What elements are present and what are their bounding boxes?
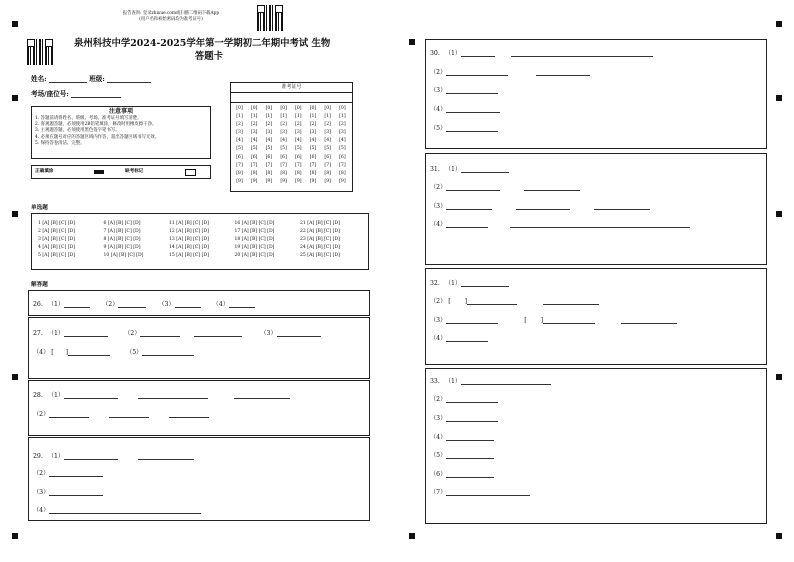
question-number: 26. [33, 301, 43, 308]
part-label: （2） [33, 411, 50, 418]
notice-title: 注意事项 [108, 108, 133, 115]
page-title [74, 38, 384, 63]
choice-item[interactable]: 16 [A] [B] [C] [D] [234, 221, 275, 226]
exam-id-digit-bubble[interactable]: [1] [280, 114, 287, 120]
exam-id-column [309, 105, 318, 186]
question-28-box [28, 380, 370, 436]
question-31-row-4 [430, 219, 714, 228]
exam-id-digit-bubble[interactable]: [9] [324, 178, 331, 184]
missing-exam-label: 缺考标记 [125, 169, 144, 174]
exam-id-digit-bubble[interactable]: [4] [309, 138, 317, 144]
exam-id-column [294, 105, 303, 186]
part-label: （3） [430, 203, 447, 210]
question-29-row-3 [33, 487, 127, 496]
bracket-close: ] [65, 349, 69, 356]
exam-id-digit-bubble[interactable]: [2] [265, 122, 273, 128]
question-30-row-4 [430, 104, 524, 113]
part-label: （3） [33, 489, 50, 496]
choice-item[interactable]: 23 [A] [B] [C] [D] [300, 237, 340, 243]
question-number: 30. [430, 50, 440, 57]
question-number: 27. [33, 330, 43, 337]
answer-field[interactable] [446, 201, 492, 210]
exam-id-digit-bubble[interactable]: [4] [324, 138, 331, 144]
exam-id-digit-bubble[interactable]: [2] [250, 122, 258, 128]
question-31-row-3 [430, 201, 674, 210]
exam-id-digit-bubble[interactable]: [5] [295, 146, 302, 152]
choice-item[interactable]: 12 [A] [B] [C] [D] [169, 229, 209, 235]
exam-id-digit-bubble[interactable]: [4] [236, 138, 243, 144]
part-label: （4） [33, 507, 50, 514]
part-label: （1） [444, 280, 462, 287]
question-number: 31. [430, 166, 440, 173]
correct-fill-sample [94, 170, 104, 174]
exam-id-digit-bubble[interactable]: [6] [236, 154, 243, 160]
question-32-row-1 [430, 278, 533, 287]
room-seat-field[interactable] [71, 88, 121, 98]
part-label: （4） [212, 301, 229, 308]
exam-id-digit-bubble[interactable]: [8] [324, 170, 331, 176]
choice-column [169, 220, 209, 260]
exam-id-digit-bubble[interactable]: [5] [280, 146, 287, 152]
exam-id-digit-bubble[interactable]: [3] [309, 130, 317, 136]
answer-field[interactable] [49, 487, 103, 496]
choice-item[interactable]: 8 [A] [B] [C] [D] [103, 237, 141, 243]
report-info [96, 11, 246, 23]
exam-id-digit-bubble[interactable]: [0] [265, 106, 273, 111]
question-32-row-4 [430, 333, 512, 342]
exam-id-digit-bubble[interactable]: [8] [265, 170, 273, 176]
timing-mark [12, 211, 18, 217]
part-label: （4） [430, 106, 447, 113]
answer-section-title: 解答题 [31, 282, 48, 288]
exam-id-digit-bubble[interactable]: [8] [250, 170, 258, 176]
choice-item[interactable]: 21 [A] [B] [C] [D] [300, 221, 340, 226]
exam-id-digit-bubble[interactable]: [4] [250, 138, 258, 144]
exam-id-digit-bubble[interactable]: [9] [250, 178, 258, 184]
exam-id-digit-bubble[interactable]: [0] [309, 106, 317, 111]
page-title-line1: 泉州科技中学2024-2025学年第一学期初二年期中考试 生物 [74, 38, 331, 49]
answer-field[interactable] [446, 104, 500, 113]
exam-id-digit-bubble[interactable]: [8] [309, 170, 317, 176]
choice-item[interactable]: 25 [A] [B] [C] [D] [300, 253, 340, 259]
choice-item[interactable]: 20 [A] [B] [C] [D] [234, 253, 275, 259]
part-label: （3） [430, 415, 447, 422]
exam-id-title: 准考证号 [231, 83, 352, 93]
answer-field[interactable] [446, 315, 498, 324]
choice-item[interactable]: 13 [A] [B] [C] [D] [169, 237, 209, 243]
choice-item[interactable]: 4 [A] [B] [C] [D] [38, 245, 75, 251]
name-label: 姓名: [31, 75, 47, 83]
question-33-row-2 [430, 394, 522, 403]
notice-item: 3. 主观题答题，必须使用黑色签字笔书写。 [35, 128, 120, 134]
question-28-row-1 [33, 390, 314, 399]
exam-id-digit-bubble[interactable]: [4] [295, 138, 302, 144]
exam-id-digit-bubble[interactable]: [9] [280, 178, 287, 184]
part-label: （1） [47, 301, 65, 308]
timing-mark [12, 374, 18, 380]
exam-id-digit-bubble[interactable]: [6] [250, 154, 258, 160]
question-30-row-3 [430, 85, 522, 94]
question-33-row-6 [430, 469, 518, 478]
choice-item[interactable]: 6 [A] [B] [C] [D] [103, 221, 141, 226]
answer-field[interactable] [64, 390, 118, 399]
exam-id-digit-bubble[interactable]: [3] [265, 130, 273, 136]
question-number: 29. [33, 453, 43, 460]
exam-id-digit-bubble[interactable]: [6] [295, 154, 302, 160]
exam-id-digit-bubble[interactable]: [9] [339, 178, 346, 184]
exam-id-digit-bubble[interactable]: [0] [236, 106, 243, 111]
choice-item[interactable]: 3 [A] [B] [C] [D] [38, 237, 75, 243]
correct-fill-label: 正确填涂 [35, 169, 54, 174]
exam-id-digit-bubble[interactable]: [0] [250, 106, 258, 111]
choice-column [300, 220, 340, 260]
timing-mark [409, 533, 415, 539]
choice-item[interactable]: 15 [A] [B] [C] [D] [169, 253, 209, 259]
part-label: （3） [158, 301, 175, 308]
choice-item[interactable]: 10 [A] [B] [C] [D] [103, 253, 144, 259]
notice-item: 2. 客观题答题，必须使用2B铅笔填涂，修改时用橡皮擦干净。 [35, 122, 157, 128]
question-32-row-3 [430, 315, 701, 324]
answer-field[interactable] [510, 219, 690, 228]
question-33-row-5 [430, 450, 518, 459]
answer-field[interactable] [536, 67, 590, 76]
part-label: （4） [33, 349, 50, 356]
answer-field[interactable] [446, 182, 500, 191]
exam-id-digit-bubble[interactable]: [8] [339, 170, 346, 176]
exam-id-digit-bubble[interactable]: [1] [236, 114, 243, 120]
choice-item[interactable]: 22 [A] [B] [C] [D] [300, 229, 340, 235]
exam-id-digit-bubble[interactable]: [3] [324, 130, 331, 136]
exam-id-digit-bubble[interactable]: [2] [280, 122, 287, 128]
answer-field[interactable] [64, 299, 90, 308]
exam-id-digit-bubble[interactable]: [3] [236, 130, 243, 136]
question-28-row-2 [33, 409, 233, 418]
part-label: （3） [430, 317, 447, 324]
exam-id-digit-bubble[interactable]: [8] [280, 170, 287, 176]
exam-id-digit-bubble[interactable]: [3] [339, 130, 346, 136]
room-seat-label: 考场/座位号: [31, 90, 69, 98]
exam-id-digit-bubble[interactable]: [2] [324, 122, 331, 128]
exam-id-digit-bubble[interactable]: [6] [339, 154, 346, 160]
answer-field[interactable] [540, 315, 595, 324]
exam-id-digit-bubble[interactable]: [5] [324, 146, 331, 152]
notice-item: 1. 答题前请将姓名、班级、考场、准考证号填写清楚。 [35, 116, 142, 121]
answer-field[interactable] [461, 164, 509, 173]
question-33-row-1 [430, 376, 575, 385]
exam-id-digit-bubble[interactable]: [9] [309, 178, 317, 184]
question-27-row-2 [33, 347, 218, 356]
answer-field[interactable] [446, 413, 498, 422]
report-info-line1: 报告查询: 登录zhixue.com或扫描二维码下载App [122, 11, 220, 16]
part-label: （2） [430, 298, 447, 305]
part-label: （6） [430, 471, 447, 478]
question-number: 33. [430, 378, 440, 385]
choice-item[interactable]: 18 [A] [B] [C] [D] [234, 237, 275, 243]
exam-id-digit-bubble[interactable]: [3] [295, 130, 302, 136]
answer-field[interactable] [446, 123, 498, 132]
exam-id-digit-bubble[interactable]: [8] [236, 170, 243, 176]
question-29-row-1 [33, 451, 218, 460]
question-number: 28. [33, 392, 43, 399]
exam-id-digit-bubble[interactable]: [7] [280, 162, 287, 168]
answer-field[interactable] [461, 48, 495, 57]
exam-id-digit-bubble[interactable]: [3] [280, 130, 287, 136]
answer-field[interactable] [446, 67, 508, 76]
part-label: （3） [260, 330, 277, 337]
timing-mark [776, 533, 782, 539]
exam-id-digit-bubble[interactable]: [9] [265, 178, 273, 184]
part-label: （7） [430, 489, 447, 496]
answer-field[interactable] [446, 487, 530, 496]
choice-item[interactable]: 11 [A] [B] [C] [D] [169, 221, 209, 226]
name-field[interactable] [49, 73, 87, 83]
question-30-row-2 [430, 67, 614, 76]
question-26-row [33, 299, 279, 308]
notice-item: 5. 保持答卷清洁、完整。 [35, 140, 85, 146]
exam-id-digit-bubble[interactable]: [0] [339, 106, 346, 111]
part-label: （2） [430, 396, 447, 403]
answer-field[interactable] [594, 201, 650, 210]
answer-field[interactable] [49, 505, 201, 514]
report-info-line2: (用户名和初始密码均为准考证号) [139, 17, 203, 22]
timing-mark [776, 374, 782, 380]
exam-id-digit-bubble[interactable]: [4] [265, 138, 273, 144]
exam-id-digit-bubble[interactable]: [2] [295, 122, 302, 128]
question-31-row-1 [430, 164, 533, 173]
part-label: （5） [430, 125, 447, 132]
part-label: （2） [33, 470, 50, 477]
student-fields [31, 73, 151, 98]
exam-id-box [230, 82, 353, 192]
part-label: （2） [124, 330, 141, 337]
answer-field[interactable] [49, 409, 89, 418]
exam-id-digit-bubble[interactable]: [5] [236, 146, 243, 152]
exam-id-digit-bubble[interactable]: [0] [280, 106, 287, 111]
choice-item[interactable]: 19 [A] [B] [C] [D] [234, 245, 275, 251]
exam-id-column [323, 105, 332, 186]
exam-id-digit-grid [231, 103, 352, 191]
exam-id-digit-bubble[interactable]: [9] [295, 178, 302, 184]
exam-id-digit-bubble[interactable]: [9] [236, 178, 243, 184]
answer-field[interactable] [138, 451, 194, 460]
choice-item[interactable]: 5 [A] [B] [C] [D] [38, 253, 75, 259]
answer-field[interactable] [461, 278, 509, 287]
exam-id-digit-bubble[interactable]: [5] [309, 146, 317, 152]
exam-id-digit-bubble[interactable]: [6] [265, 154, 273, 160]
question-29-row-4 [33, 505, 225, 514]
exam-id-digit-bubble[interactable]: [1] [250, 114, 258, 120]
part-label: （4） [430, 335, 447, 342]
part-label: （2） [430, 184, 447, 191]
answer-field[interactable] [446, 469, 494, 478]
answer-field[interactable] [446, 432, 494, 441]
answer-field[interactable] [194, 328, 242, 337]
choice-column [38, 220, 75, 260]
question-29-row-2 [33, 468, 127, 477]
bracket-close: ] [464, 298, 468, 305]
exam-id-digit-bubble[interactable]: [1] [309, 114, 317, 120]
timing-mark [409, 39, 415, 45]
part-label: （1） [47, 330, 65, 337]
question-number: 32. [430, 280, 440, 287]
answer-field[interactable] [516, 201, 570, 210]
choice-column [104, 220, 144, 260]
answer-field[interactable] [49, 468, 103, 477]
exam-id-digit-bubble[interactable]: [7] [324, 162, 331, 168]
part-label: （1） [444, 166, 462, 173]
class-field[interactable] [107, 73, 151, 83]
part-label: （5） [126, 349, 143, 356]
notice-item: 4. 必须在题号对应的答题区域内作答，超出答题区域书写无效。 [35, 134, 160, 140]
bracket-open: [ [51, 349, 54, 356]
timing-mark [12, 533, 18, 539]
answer-field[interactable] [464, 296, 517, 305]
timing-mark [12, 21, 18, 27]
choice-item[interactable]: 1 [A] [B] [C] [D] [38, 221, 75, 226]
class-label: 班级: [89, 75, 105, 83]
part-label: （2） [430, 69, 447, 76]
question-33-box [425, 368, 767, 524]
answer-field[interactable] [511, 48, 653, 57]
part-label: （3） [430, 87, 447, 94]
answer-field[interactable] [169, 409, 209, 418]
exam-id-digit-bubble[interactable]: [5] [339, 146, 346, 152]
single-choice-title: 单选题 [31, 205, 48, 211]
choice-column [235, 220, 275, 260]
exam-id-digit-bubble[interactable]: [5] [250, 146, 258, 152]
answer-field[interactable] [175, 299, 201, 308]
timing-mark [776, 21, 782, 27]
part-label: （1） [47, 453, 65, 460]
exam-id-digit-bubble[interactable]: [1] [295, 114, 302, 120]
exam-id-digit-bubble[interactable]: [2] [236, 122, 243, 128]
exam-id-write-row[interactable] [231, 93, 352, 103]
exam-id-digit-bubble[interactable]: [7] [295, 162, 302, 168]
answer-field[interactable] [142, 347, 194, 356]
qr-code-top[interactable] [257, 5, 283, 31]
exam-id-digit-bubble[interactable]: [3] [250, 130, 258, 136]
answer-field[interactable] [65, 347, 110, 356]
question-30-row-1 [430, 48, 677, 57]
answer-field[interactable] [461, 376, 551, 385]
timing-mark [776, 95, 782, 101]
exam-id-digit-bubble[interactable]: [7] [309, 162, 317, 168]
exam-id-digit-bubble[interactable]: [0] [295, 106, 302, 111]
choice-item[interactable]: 17 [A] [B] [C] [D] [234, 229, 275, 235]
question-33-row-4 [430, 432, 518, 441]
exam-id-digit-bubble[interactable]: [1] [265, 114, 273, 120]
question-27-row-1 [33, 328, 345, 337]
exam-id-digit-bubble[interactable]: [7] [339, 162, 346, 168]
question-30-row-5 [430, 123, 522, 132]
exam-id-digit-bubble[interactable]: [2] [309, 122, 317, 128]
answer-field[interactable] [229, 299, 255, 308]
bracket-open: [ [524, 317, 527, 324]
choice-item[interactable]: 14 [A] [B] [C] [D] [169, 245, 209, 251]
exam-id-digit-bubble[interactable]: [6] [324, 154, 331, 160]
answer-field[interactable] [446, 450, 494, 459]
single-choice-box [31, 213, 369, 270]
choice-item[interactable]: 9 [A] [B] [C] [D] [103, 245, 141, 251]
exam-id-digit-bubble[interactable]: [5] [265, 146, 273, 152]
missing-exam-checkbox[interactable] [185, 169, 196, 176]
bracket-close: ] [540, 317, 544, 324]
part-label: （1） [444, 378, 462, 385]
answer-field[interactable] [64, 328, 108, 337]
part-label: （1） [47, 392, 65, 399]
part-label: （2） [102, 301, 119, 308]
answer-field[interactable] [118, 299, 146, 308]
answer-field[interactable] [446, 333, 488, 342]
answer-field[interactable] [234, 390, 290, 399]
question-31-row-2 [430, 182, 604, 191]
exam-id-digit-bubble[interactable]: [8] [295, 170, 302, 176]
exam-id-column [264, 105, 273, 186]
exam-id-digit-bubble[interactable]: [4] [339, 138, 346, 144]
exam-id-column [338, 105, 347, 186]
exam-id-digit-bubble[interactable]: [0] [324, 106, 331, 111]
answer-field[interactable] [446, 219, 488, 228]
exam-id-digit-bubble[interactable]: [2] [339, 122, 346, 128]
part-label: （1） [444, 50, 462, 57]
exam-id-column [235, 105, 244, 186]
answer-field[interactable] [446, 394, 498, 403]
exam-id-digit-bubble[interactable]: [7] [250, 162, 258, 168]
answer-field[interactable] [138, 390, 208, 399]
answer-field[interactable] [64, 451, 118, 460]
exam-id-digit-bubble[interactable]: [7] [265, 162, 273, 168]
answer-field[interactable] [543, 296, 599, 305]
exam-id-digit-bubble[interactable]: [6] [309, 154, 317, 160]
exam-id-digit-bubble[interactable]: [4] [280, 138, 287, 144]
part-label: （5） [430, 452, 447, 459]
answer-field[interactable] [140, 328, 180, 337]
fill-example-box [31, 165, 211, 179]
notice-box [31, 106, 211, 159]
answer-field[interactable] [277, 328, 321, 337]
question-33-row-7 [430, 487, 554, 496]
exam-id-digit-bubble[interactable]: [1] [339, 114, 346, 120]
choice-item[interactable]: 2 [A] [B] [C] [D] [38, 229, 75, 235]
exam-id-column [250, 105, 259, 186]
choice-item[interactable]: 24 [A] [B] [C] [D] [300, 245, 340, 251]
timing-mark [12, 95, 18, 101]
bracket-open: [ [448, 298, 451, 305]
question-33-row-3 [430, 413, 522, 422]
answer-field[interactable] [109, 409, 149, 418]
exam-id-digit-bubble[interactable]: [1] [324, 114, 331, 120]
exam-id-digit-bubble[interactable]: [7] [236, 162, 243, 168]
answer-field[interactable] [621, 315, 677, 324]
question-32-row-2 [430, 296, 623, 305]
part-label: （4） [430, 221, 447, 228]
answer-field[interactable] [524, 182, 580, 191]
timing-mark [776, 211, 782, 217]
part-label: （4） [430, 434, 447, 441]
exam-id-column [279, 105, 288, 186]
page-title-line2: 答题卡 [194, 50, 224, 62]
answer-field[interactable] [446, 85, 498, 94]
exam-id-digit-bubble[interactable]: [6] [280, 154, 287, 160]
choice-item[interactable]: 7 [A] [B] [C] [D] [103, 229, 141, 235]
